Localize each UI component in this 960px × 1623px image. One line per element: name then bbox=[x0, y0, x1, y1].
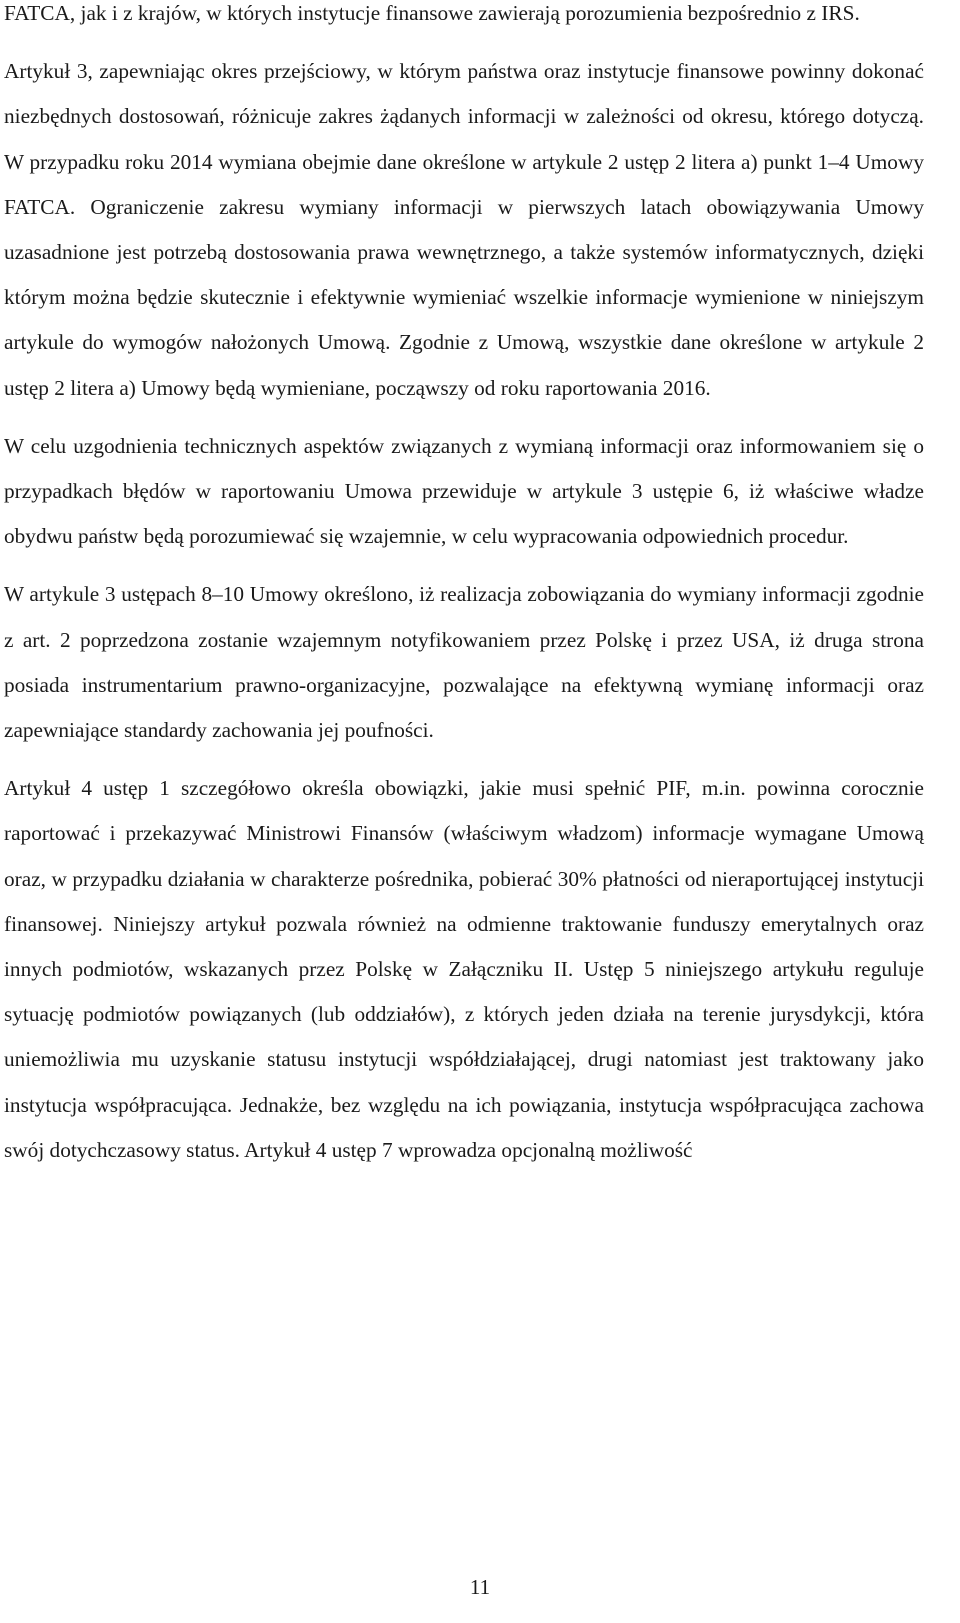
paragraph-article-3-paragraphs-8-10: W artykule 3 ustępach 8–10 Umowy określono, iż realizacja zobowiązania do wymiany informacji zgodnie z art. 2 poprzedzona zostanie wzajemnym notyfikowaniem przez Polskę i przez USA, iż druga strona posiada instrumentarium prawno-organizacyjne, pozwalające na efektywną wymianę informacji oraz zapewniające standardy zachowania jej poufności. bbox=[4, 582, 924, 743]
paragraph-fatca-continuation: FATCA, jak i z krajów, w których instytucje finansowe zawierają porozumienia bezpośrednio z IRS. bbox=[4, 1, 860, 25]
page-number: 11 bbox=[469, 1575, 491, 1599]
paragraph-technical-aspects: W celu uzgodnienia technicznych aspektów związanych z wymianą informacji oraz informowaniem się o przypadkach błędów w raportowaniu Umowa przewiduje w artykule 3 ustępie 6, iż właściwe władze obydwu państw będą porozumiewać się wzajemnie, w celu wypracowania odpowiednich procedur. bbox=[4, 433, 924, 549]
paragraph-article-4: Artykuł 4 ustęp 1 szczegółowo określa obowiązki, jakie musi spełnić PIF, m.in. powinna corocznie raportować i przekazywać Ministrowi Finansów (właściwym władzom) informacje wymagane Umową oraz, w przypadku działania w charakterze pośrednika, pobierać 30% płatności od nieraportującej instytucji finansowej. Niniejszy artykuł pozwala również na odmienne traktowanie funduszy emerytalnych oraz innych podmiotów, wskazanych przez Polskę w Załączniku II. Ustęp 5 niniejszego artykułu reguluje sytuację podmiotów powiązanych (lub oddziałów), z których jeden działa na terenie jurysdykcji, która uniemożliwia mu uzyskanie statusu instytucji współdziałającej, drugi natomiast jest traktowany jako instytucja współpracująca. Jednakże, bez względu na ich powiązania, instytucja współpracująca zachowa swój dotychczasowy status. Artykuł 4 ustęp 7 wprowadza opcjonalną możliwość bbox=[4, 776, 924, 1162]
paragraph-article-3: Artykuł 3, zapewniając okres przejściowy, w którym państwa oraz instytucje finansowe powinny dokonać niezbędnych dostosowań, różnicuje zakres żądanych informacji w zależności od okresu, którego dotyczą. W przypadku roku 2014 wymiana obejmie dane określone w artykule 2 ustęp 2 litera a) punkt 1–4 Umowy FATCA. Ograniczenie zakresu wymiany informacji w pierwszych latach obowiązywania Umowy uzasadnione jest potrzebą dostosowania prawa wewnętrznego, a także systemów informatycznych, dzięki którym można będzie skutecznie i efektywnie wymieniać wszelkie informacje wymienione w niniejszym artykule do wymogów nałożonych Umową. Zgodnie z Umową, wszystkie dane określone w artykule 2 ustęp 2 litera a) Umowy będą wymieniane, począwszy od roku raportowania 2016. bbox=[4, 59, 924, 400]
document-page bbox=[4, 0, 924, 1173]
